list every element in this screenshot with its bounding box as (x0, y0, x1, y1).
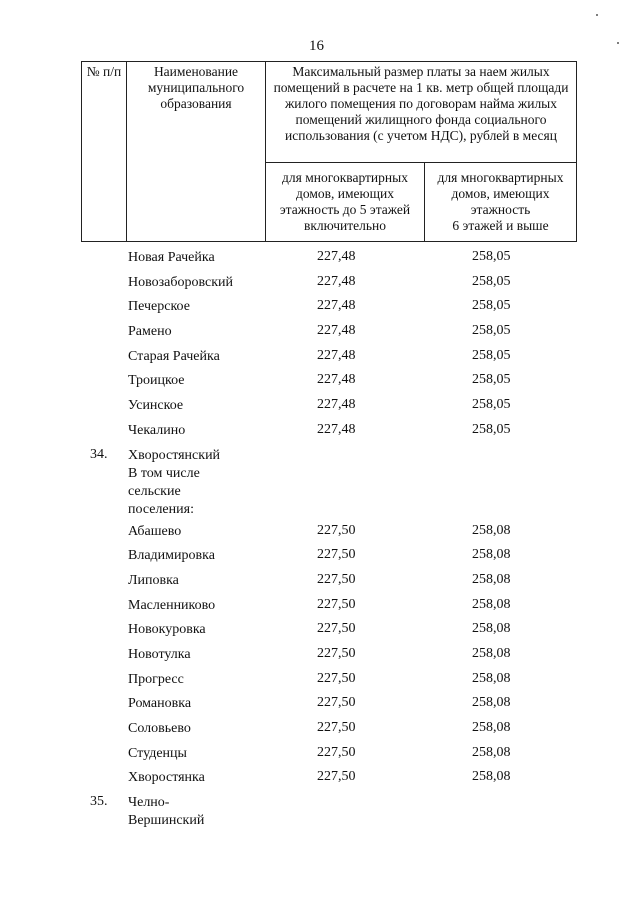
header-6-floors-plus (425, 163, 577, 242)
rate-6-floors-plus: 258,05 (472, 421, 511, 437)
table-row (81, 323, 571, 348)
scan-speck (596, 14, 598, 16)
settlement-name: Абашево (128, 523, 182, 539)
rate-up-to-5-floors: 227,50 (317, 621, 356, 637)
rate-6-floors-plus: 258,08 (472, 695, 511, 711)
rate-up-to-5-floors: 227,48 (317, 421, 356, 437)
table-row (81, 769, 571, 794)
settlement-name: Соловьево (128, 721, 191, 736)
group-row-35 (81, 794, 571, 834)
rate-6-floors-plus: 258,05 (472, 397, 511, 413)
rate-up-to-5-floors: 227,48 (317, 298, 356, 314)
municipality-name-part-2: Вершинский (128, 813, 205, 829)
table-row (81, 298, 571, 323)
table-body (81, 249, 571, 834)
subtitle-line-2: сельские (128, 483, 181, 499)
rate-up-to-5-floors: 227,48 (317, 323, 356, 339)
settlement-name: Владимировка (128, 548, 215, 564)
municipality-name-part-1: Челно- (128, 795, 170, 811)
rate-up-to-5-floors: 227,48 (317, 273, 356, 289)
header-rate: Максимальный размер платы за наем жилых помещений в расчете на 1 кв. метр общей площади жилого помещения по договорам найма жилых помещений жилищного фонда социального использования (с учетом НДС), рублей в месяц (266, 62, 577, 163)
rate-6-floors-plus: 258,08 (472, 547, 511, 563)
rate-up-to-5-floors: 227,48 (317, 249, 356, 264)
settlement-name: Новокуровка (128, 622, 206, 638)
table-row (81, 745, 571, 770)
table-row (81, 523, 571, 548)
table-row (81, 422, 571, 447)
header-up-to-5-floors: для многоквартирных домов, имеющих этажность до 5 этажей включительно (266, 163, 425, 242)
table-row (81, 397, 571, 422)
table-row (81, 695, 571, 720)
rate-6-floors-plus: 258,08 (472, 645, 511, 661)
rate-up-to-5-floors: 227,50 (317, 720, 356, 735)
header-sub2-floors: 6 этажей и выше (452, 218, 549, 233)
header-name: Наименование муниципального образования (127, 62, 266, 242)
settlement-name: Хворостянка (128, 770, 205, 786)
rate-6-floors-plus: 258,05 (472, 249, 511, 264)
rate-up-to-5-floors: 227,50 (317, 571, 356, 587)
rate-6-floors-plus: 258,05 (472, 273, 511, 289)
row-number: 35. (90, 794, 108, 810)
table-row (81, 348, 571, 373)
settlement-name: Усинское (128, 398, 184, 414)
rate-up-to-5-floors: 227,50 (317, 547, 356, 563)
rate-up-to-5-floors: 227,50 (317, 670, 356, 686)
table-row (81, 249, 571, 274)
rate-up-to-5-floors: 227,48 (317, 347, 356, 363)
settlement-name: Студенцы (128, 745, 187, 761)
table-row (81, 572, 571, 597)
rate-6-floors-plus: 258,08 (472, 571, 511, 587)
page-number: 16 (309, 38, 324, 54)
settlement-name: Троицкое (128, 373, 185, 389)
rate-6-floors-plus: 258,05 (472, 323, 511, 339)
rate-6-floors-plus: 258,08 (472, 596, 511, 612)
group-row-34 (81, 447, 571, 523)
settlement-name: Чекалино (128, 422, 186, 438)
row-number: 34. (90, 446, 108, 462)
rate-6-floors-plus: 258,08 (472, 744, 511, 760)
subtitle-line-1: В том числе (128, 465, 200, 481)
municipality-name: Хворостянский (128, 447, 221, 463)
subtitle-line-3: поселения: (128, 501, 194, 517)
settlement-name: Новозаборовский (128, 274, 234, 290)
table-header (81, 61, 577, 242)
settlement-name: Прогресс (128, 671, 184, 687)
rate-6-floors-plus: 258,08 (472, 621, 511, 637)
scan-speck (617, 42, 619, 44)
table-row (81, 720, 571, 745)
rate-6-floors-plus: 258,08 (472, 522, 511, 538)
settlement-name: Липовка (128, 572, 179, 588)
settlement-name: Печерское (128, 299, 190, 315)
rate-up-to-5-floors: 227,50 (317, 596, 356, 612)
rate-up-to-5-floors: 227,50 (317, 769, 356, 785)
rate-up-to-5-floors: 227,50 (317, 695, 356, 711)
rate-6-floors-plus: 258,08 (472, 769, 511, 785)
rate-6-floors-plus: 258,08 (472, 720, 511, 735)
rate-up-to-5-floors: 227,50 (317, 744, 356, 760)
rate-up-to-5-floors: 227,50 (317, 522, 356, 538)
settlement-name: Рамено (128, 324, 172, 340)
rate-6-floors-plus: 258,05 (472, 372, 511, 388)
table-row (81, 274, 571, 299)
table-row (81, 372, 571, 397)
settlement-name: Романовка (128, 696, 192, 712)
settlement-name: Новая Рачейка (128, 250, 215, 265)
rate-6-floors-plus: 258,05 (472, 347, 511, 363)
rate-up-to-5-floors: 227,48 (317, 372, 356, 388)
settlement-name: Новотулка (128, 646, 191, 662)
table-row (81, 547, 571, 572)
header-number: № п/п (82, 62, 127, 242)
table-row (81, 646, 571, 671)
table-row (81, 621, 571, 646)
rate-6-floors-plus: 258,05 (472, 298, 511, 314)
table-row (81, 597, 571, 622)
settlement-name: Масленниково (128, 597, 216, 613)
header-sub2-text: для многоквартирных домов, имеющих этажность (437, 170, 564, 217)
table-row (81, 671, 571, 696)
settlement-name: Старая Рачейка (128, 348, 220, 364)
rate-6-floors-plus: 258,08 (472, 670, 511, 686)
rate-up-to-5-floors: 227,50 (317, 645, 356, 661)
rate-up-to-5-floors: 227,48 (317, 397, 356, 413)
